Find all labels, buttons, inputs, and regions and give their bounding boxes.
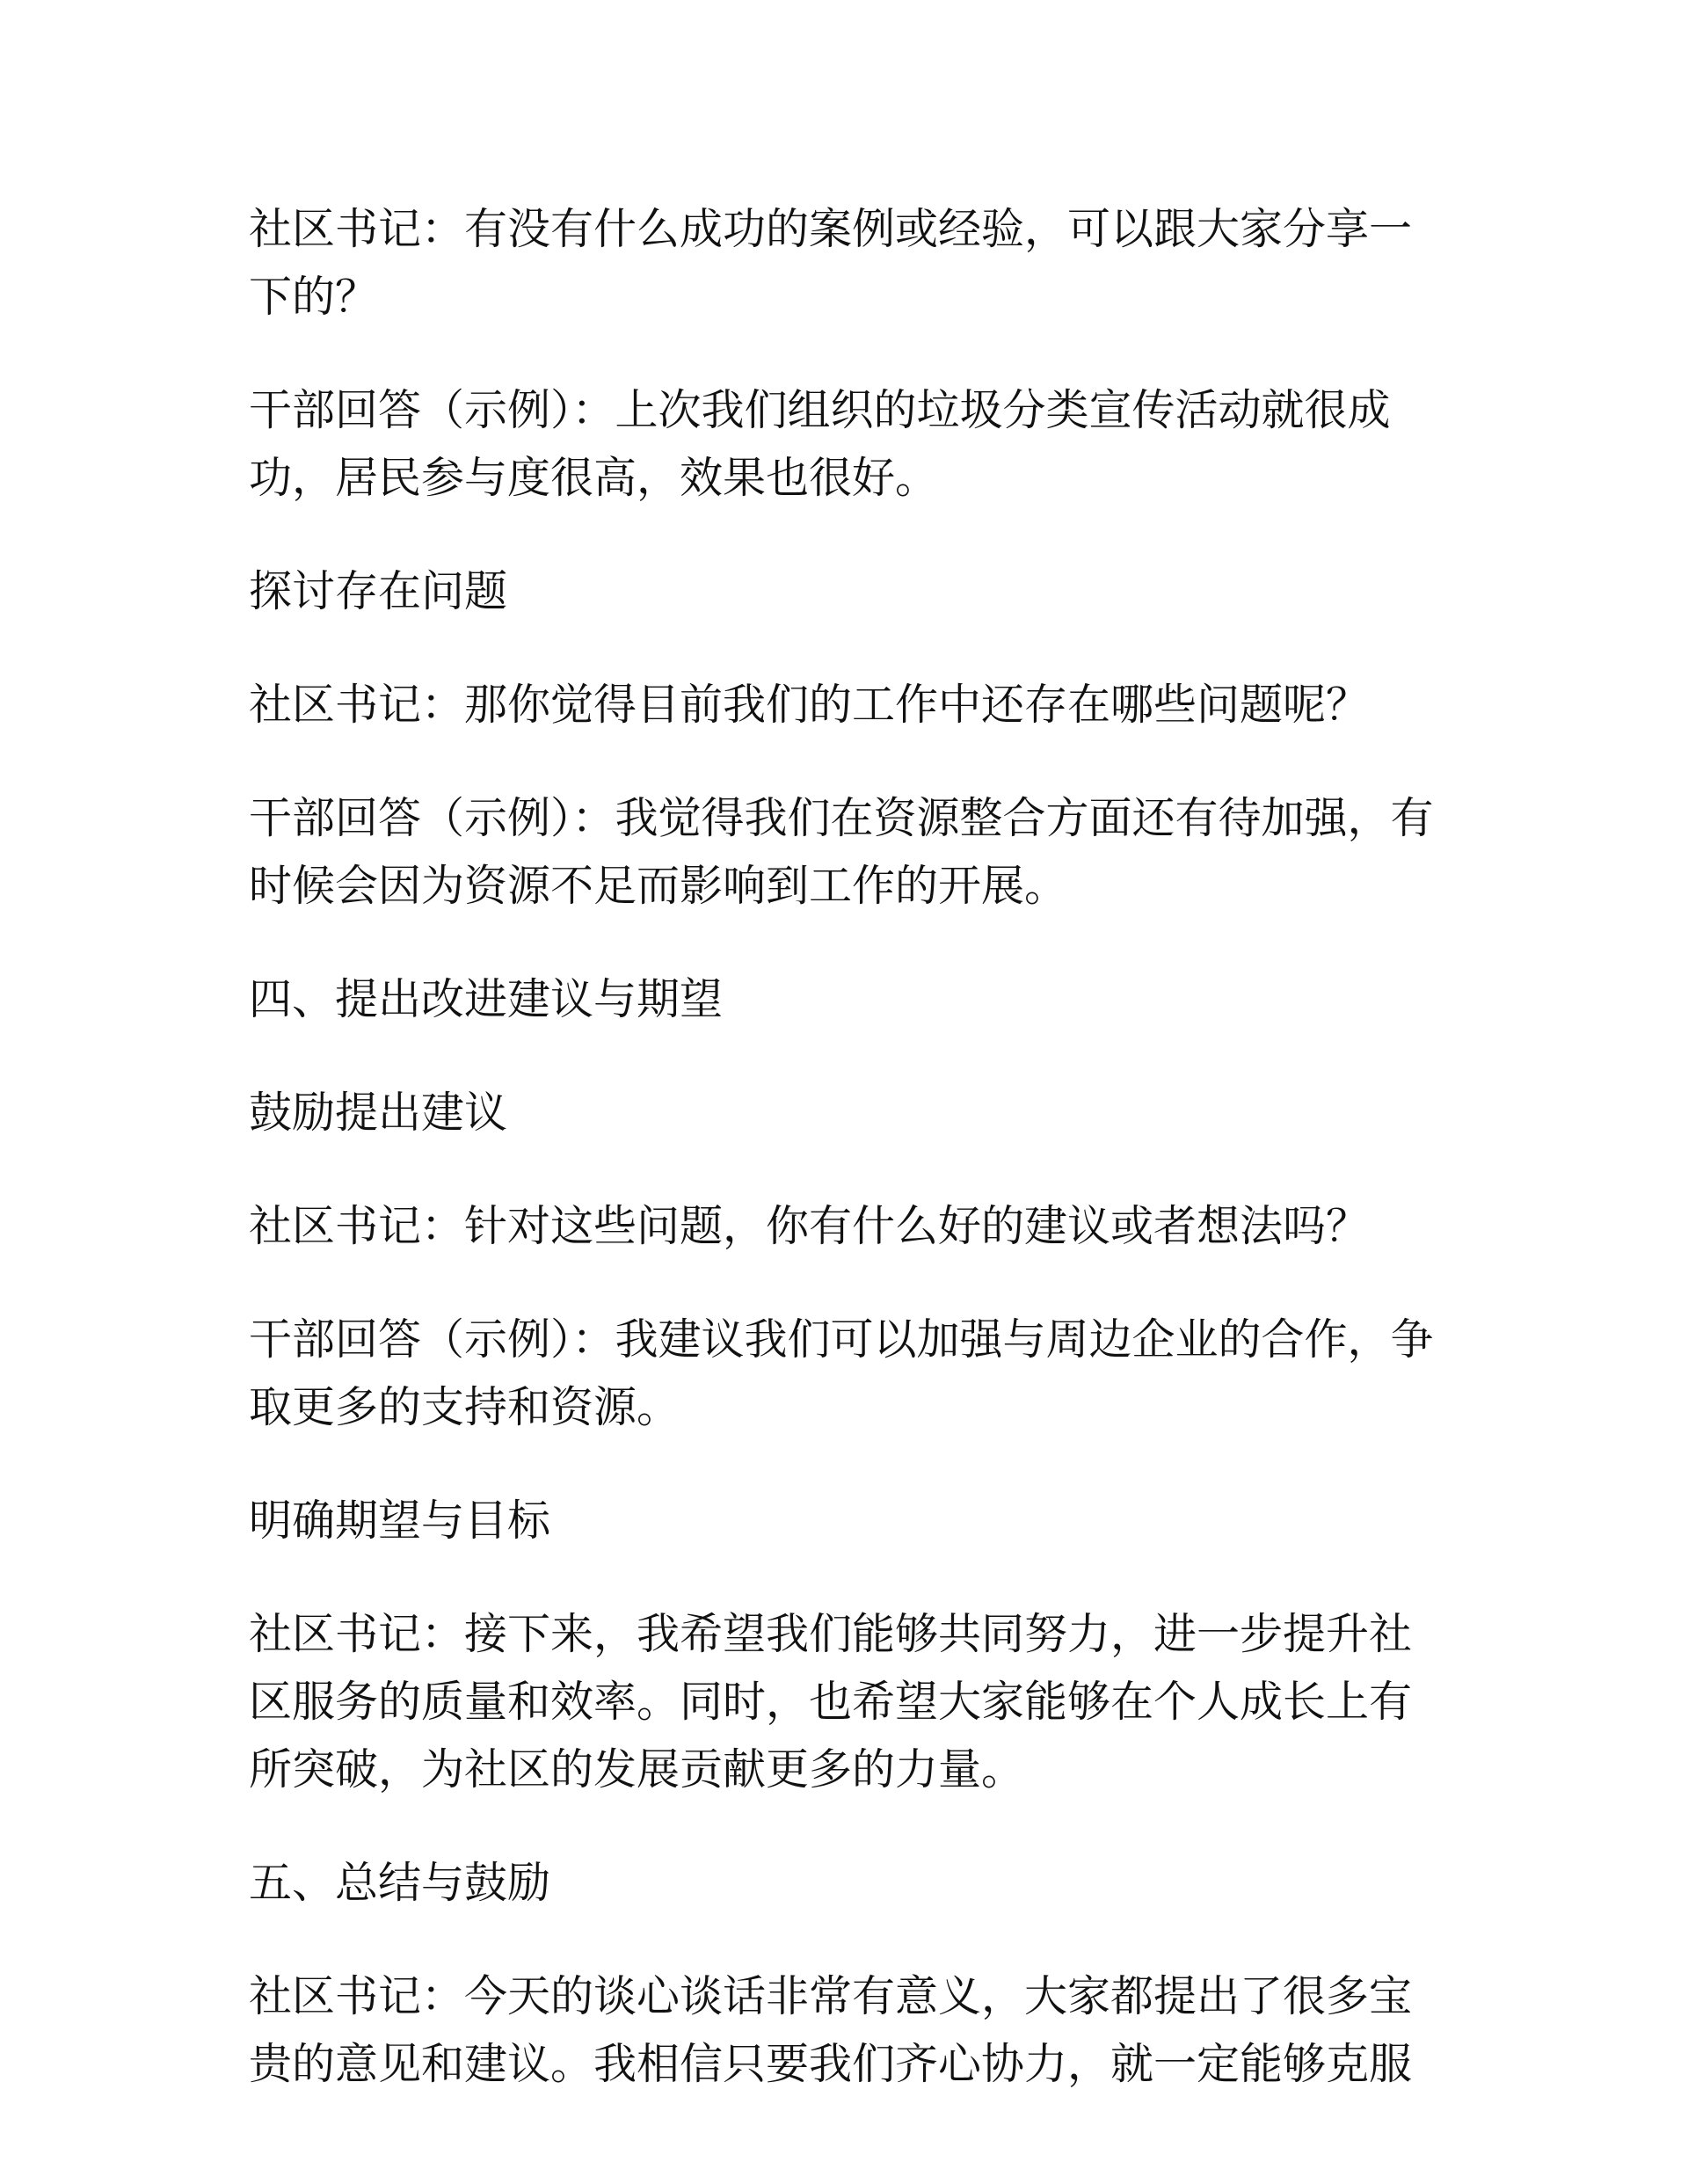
paragraph-secretary-question-suggestions: 社区书记：针对这些问题，你有什么好的建议或者想法吗？ [249,1201,1370,1251]
paragraph-secretary-summary: 社区书记：今天的谈心谈话非常有意义，大家都提出了很多宝贵的意见和建议。我相信只要我们齐心协力，就一定能够克服 [249,1971,1413,2089]
section-heading-four: 四、提出改进建议与期望 [249,974,724,1024]
document-body [249,195,1444,2144]
subheading-expectations-goals: 明确期望与目标 [249,1496,551,1546]
paragraph-secretary-question-problems: 社区书记：那你觉得目前我们的工作中还存在哪些问题呢？ [249,680,1370,730]
section-heading-five: 五、总结与鼓励 [249,1858,551,1908]
subheading-discuss-problems: 探讨存在问题 [249,566,508,616]
paragraph-cadre-answer-success: 干部回答（示例）：上次我们组织的垃圾分类宣传活动就很成功，居民参与度很高，效果也很好。 [249,385,1391,503]
paragraph-secretary-question-success: 社区书记：有没有什么成功的案例或经验，可以跟大家分享一下的？ [249,204,1413,322]
paragraph-secretary-expectations: 社区书记：接下来，我希望我们能够共同努力，进一步提升社区服务的质量和效率。同时，也希望大家能够在个人成长上有所突破，为社区的发展贡献更多的力量。 [249,1609,1413,1795]
subheading-encourage-suggestions: 鼓励提出建议 [249,1088,508,1138]
paragraph-cadre-answer-problems: 干部回答（示例）：我觉得我们在资源整合方面还有待加强，有时候会因为资源不足而影响到工作的开展。 [249,793,1434,911]
paragraph-cadre-answer-suggestions: 干部回答（示例）：我建议我们可以加强与周边企业的合作，争取更多的支持和资源。 [249,1314,1434,1432]
